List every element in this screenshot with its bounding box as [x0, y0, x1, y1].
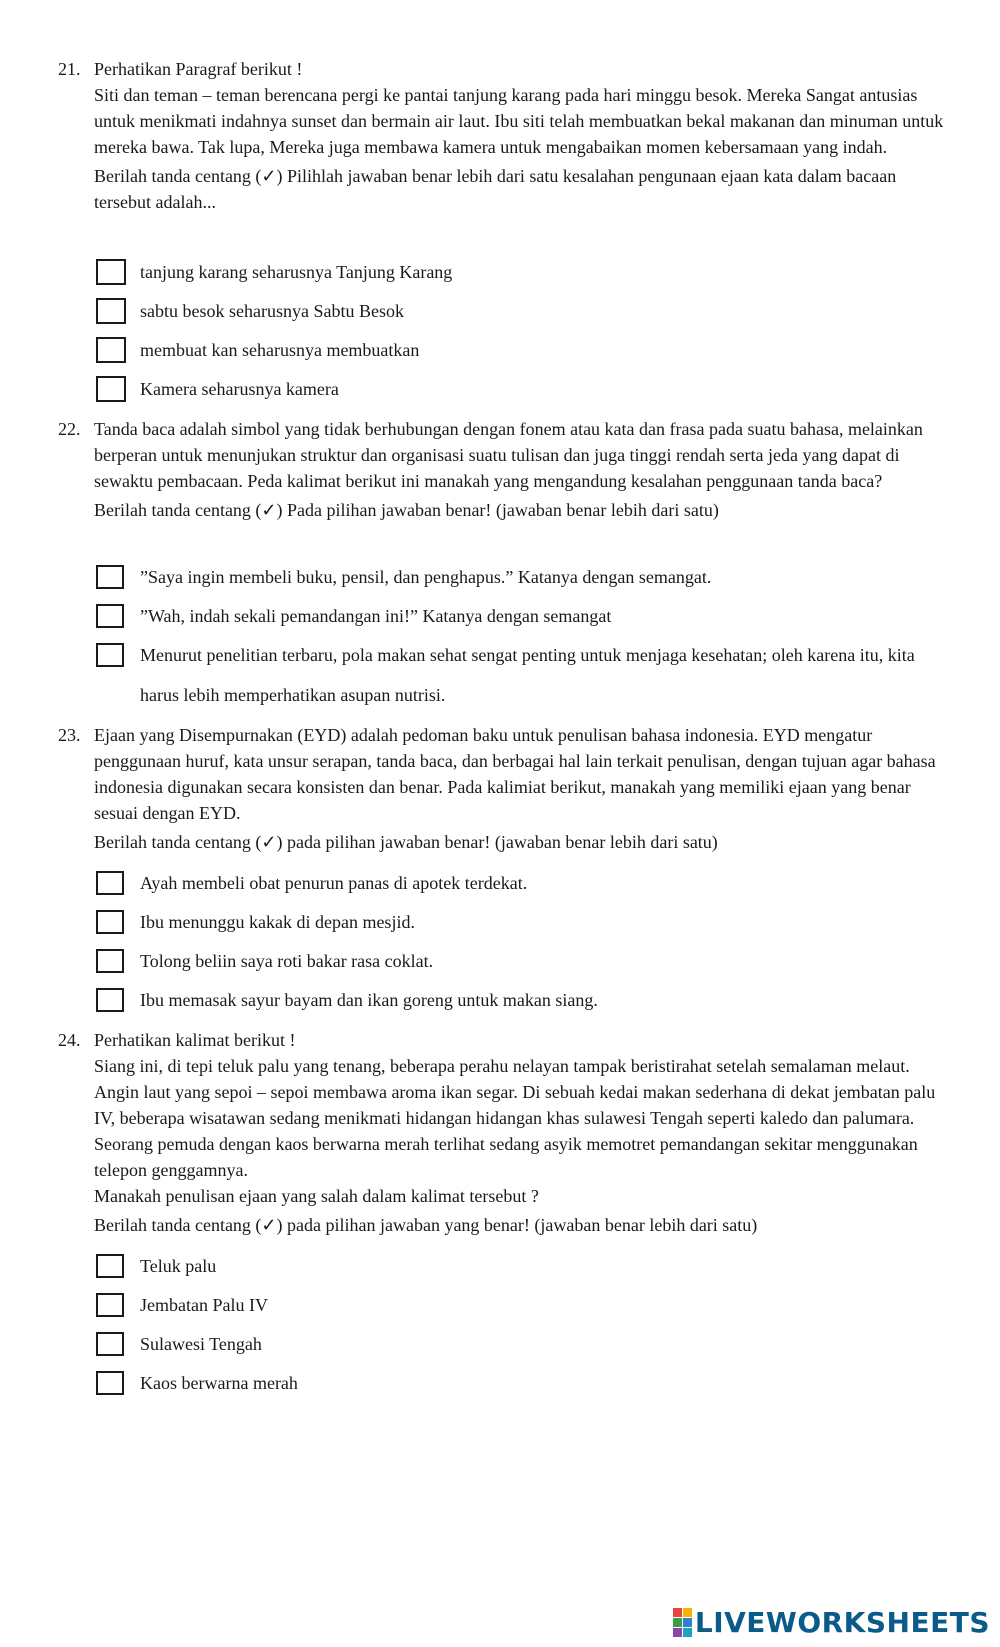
option-label: Sulawesi Tengah — [140, 1334, 262, 1354]
option-label: Tolong beliin saya roti bakar rasa coklat. — [140, 951, 434, 971]
answer-checkbox[interactable] — [96, 988, 124, 1012]
liveworksheets-logo — [673, 1605, 990, 1639]
option-23-d — [96, 986, 598, 1014]
question-number: 21. — [58, 59, 81, 79]
answer-checkbox[interactable] — [96, 259, 126, 285]
option-label: Ibu menunggu kakak di depan mesjid. — [140, 912, 415, 932]
logo-text: LIVEWORKSHEETS — [694, 1605, 990, 1639]
option-label: tanjung karang seharusnya Tanjung Karang — [140, 262, 453, 282]
question-instruction: Berilah tanda centang (✓) pada pilihan jawaban yang benar! (jawaban benar lebih dari satu) — [94, 1215, 758, 1235]
question-paragraph: Siti dan teman – teman berencana pergi ke pantai tanjung karang pada hari minggu besok. Mereka Sangat antusias untuk menikmati indahnya sunset dan bermain air laut. Ibu siti telah membuatkan bekal makanan dan minuman untuk mereka bawa. Tak lupa, Mereka juga membawa kamera untuk mengabaikan momen kebersamaan yang indah. — [94, 85, 944, 157]
option-label: Kamera seharusnya kamera — [140, 379, 339, 399]
answer-checkbox[interactable] — [96, 871, 124, 895]
answer-checkbox[interactable] — [96, 949, 124, 973]
answer-checkbox[interactable] — [96, 1254, 124, 1278]
option-24-b — [96, 1291, 268, 1319]
answer-checkbox[interactable] — [96, 337, 126, 363]
option-21-d — [96, 375, 339, 403]
question-23 — [58, 722, 948, 855]
answer-checkbox[interactable] — [96, 910, 124, 934]
option-label: membuat kan seharusnya membuatkan — [140, 340, 420, 360]
option-21-c — [96, 336, 420, 364]
answer-checkbox[interactable] — [96, 1293, 124, 1317]
question-paragraph: Ejaan yang Disempurnakan (EYD) adalah pedoman baku untuk penulisan bahasa indonesia. EYD mengatur penggunaan huruf, kata unsur serapan, tanda baca, dan berbagai hal lain terkait penulisan, dengan tujuan agar bahasa indonesia digunakan secara konsisten dan benar. Pada kalimiat berikut, manakah yang memiliki ejaan yang benar sesuai dengan EYD. — [94, 725, 936, 823]
answer-checkbox[interactable] — [96, 376, 126, 402]
option-label: Ayah membeli obat penurun panas di apotek terdekat. — [140, 873, 528, 893]
question-number: 23. — [58, 725, 81, 745]
answer-checkbox[interactable] — [96, 298, 126, 324]
option-22-c — [96, 641, 915, 705]
question-21 — [58, 56, 948, 215]
question-paragraph: Tanda baca adalah simbol yang tidak berhubungan dengan fonem atau kata dan frasa pada suatu bahasa, melainkan berperan untuk menunjukan struktur dan organisasi suatu tulisan dan juga tinggi rendah serta jeda yang dapat di sewaktu pembacaan. Peda kalimat berikut ini manakah yang mengandung kesalahan penggunaan tanda baca? — [94, 419, 923, 491]
answer-checkbox[interactable] — [96, 565, 124, 589]
question-instruction: Berilah tanda centang (✓) pada pilihan jawaban benar! (jawaban benar lebih dari satu) — [94, 832, 718, 852]
question-24 — [58, 1027, 948, 1238]
option-label: Jembatan Palu IV — [140, 1295, 268, 1315]
question-paragraph: Siang ini, di tepi teluk palu yang tenang, beberapa perahu nelayan tampak beristirahat setelah semalaman melaut. Angin laut yang sepoi – sepoi membawa aroma ikan segar. Di sebuah kedai makan sederhana di dekat jembatan palu IV, beberapa wisatawan sedang menikmati hidangan hidangan khas sulawesi Tengah seperti kaledo dan palumara. Seorang pemuda dengan kaos berwarna merah terlihat sedang asyik memotret pemandangan sekitar menggunakan telepon genggamnya. — [94, 1056, 936, 1180]
question-22 — [58, 416, 948, 523]
question-heading: Perhatikan Paragraf berikut ! — [94, 59, 303, 79]
option-23-b — [96, 908, 415, 936]
option-21-b — [96, 297, 404, 325]
option-label: sabtu besok seharusnya Sabtu Besok — [140, 301, 404, 321]
option-label: ”Saya ingin membeli buku, pensil, dan penghapus.” Katanya dengan semangat. — [140, 567, 712, 587]
question-number: 24. — [58, 1030, 81, 1050]
option-22-b — [96, 602, 612, 630]
option-label: Kaos berwarna merah — [140, 1373, 298, 1393]
option-23-a — [96, 869, 528, 897]
option-22-a — [96, 563, 712, 591]
answer-checkbox[interactable] — [96, 643, 124, 667]
option-label: Menurut penelitian terbaru, pola makan sehat sengat penting untuk menjaga kesehatan; oleh karena itu, kita harus lebih memperhatikan asupan nutrisi. — [140, 645, 915, 705]
option-23-c — [96, 947, 434, 975]
question-heading: Perhatikan kalimat berikut ! — [94, 1030, 296, 1050]
logo-blocks-icon — [673, 1608, 692, 1637]
answer-checkbox[interactable] — [96, 1332, 124, 1356]
option-label: ”Wah, indah sekali pemandangan ini!” Katanya dengan semangat — [140, 606, 612, 626]
option-label: Teluk palu — [140, 1256, 217, 1276]
option-24-d — [96, 1369, 298, 1397]
option-24-a — [96, 1252, 217, 1280]
option-label: Ibu memasak sayur bayam dan ikan goreng untuk makan siang. — [140, 990, 598, 1010]
question-prompt: Manakah penulisan ejaan yang salah dalam kalimat tersebut ? — [94, 1186, 539, 1206]
question-number: 22. — [58, 419, 81, 439]
question-instruction: Berilah tanda centang (✓) Pada pilihan jawaban benar! (jawaban benar lebih dari satu) — [94, 500, 719, 520]
question-instruction: Berilah tanda centang (✓) Pilihlah jawaban benar lebih dari satu kesalahan pengunaan ejaan kata dalam bacaan tersebut adalah... — [94, 166, 897, 212]
option-24-c — [96, 1330, 262, 1358]
option-21-a — [96, 258, 453, 286]
answer-checkbox[interactable] — [96, 1371, 124, 1395]
answer-checkbox[interactable] — [96, 604, 124, 628]
